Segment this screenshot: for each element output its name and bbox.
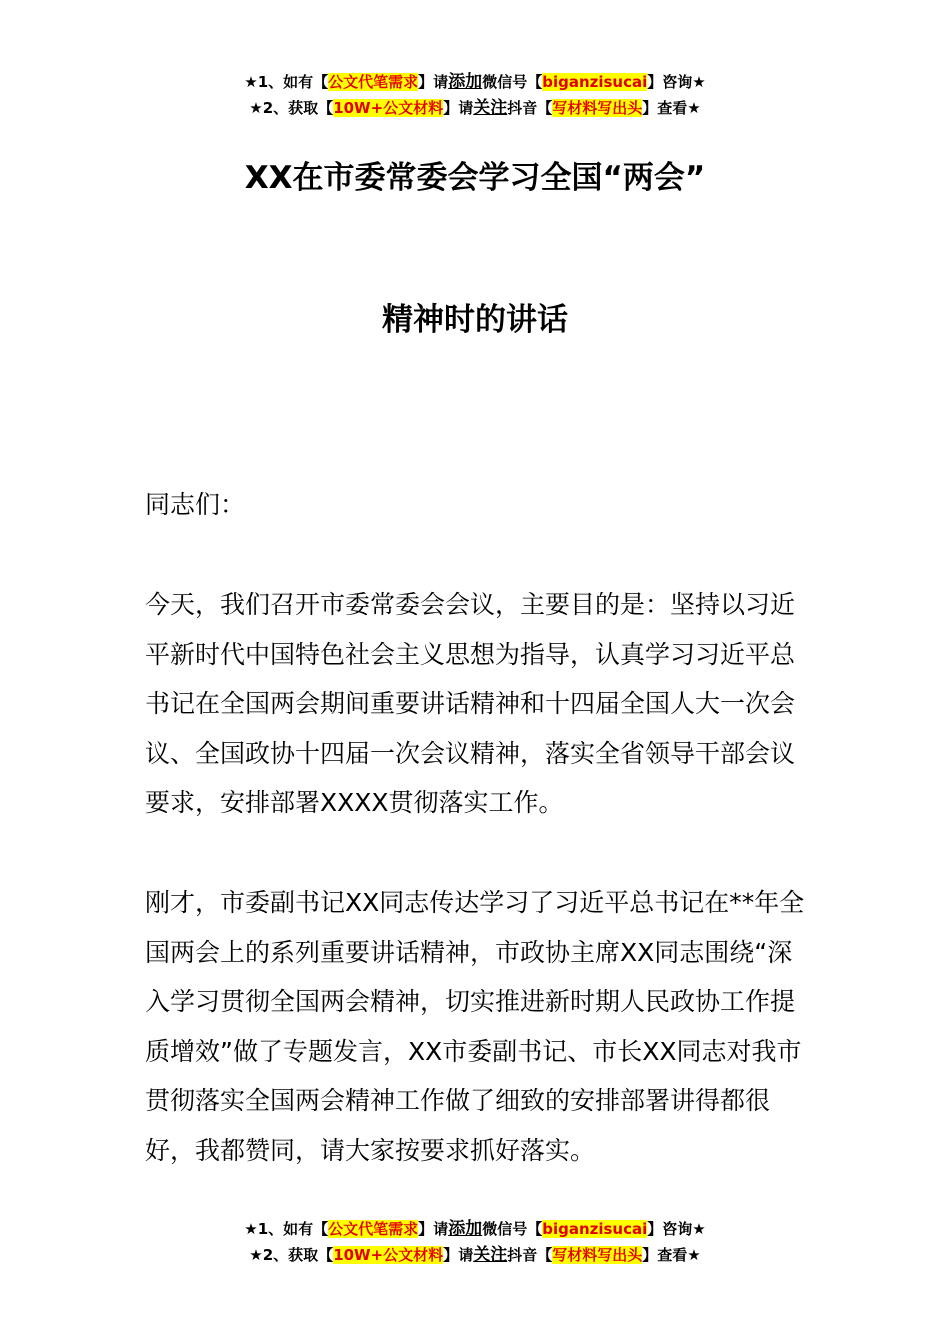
banner-emphasis: 关注 (473, 98, 508, 118)
banner-text: 抖音【 (507, 1246, 553, 1264)
banner-text: 抖音【 (507, 99, 553, 117)
banner-text: ★2、获取【 (249, 99, 334, 117)
banner-line-2 (0, 1242, 950, 1268)
banner-highlight: biganzisucai (542, 1220, 648, 1238)
banner-text: 】查看★ (642, 1246, 701, 1264)
banner-emphasis: 关注 (473, 1245, 508, 1265)
banner-text: 】请 (418, 73, 449, 91)
banner-line-1 (0, 1216, 950, 1242)
footer-banner (0, 1216, 950, 1268)
banner-highlight: 公文代笔需求 (328, 1220, 419, 1238)
banner-text: 微信号【 (482, 73, 543, 91)
banner-line-1 (0, 69, 950, 95)
banner-text: 】查看★ (642, 99, 701, 117)
banner-text: 微信号【 (482, 1220, 543, 1238)
banner-text: ★1、如有【 (244, 1220, 329, 1238)
paragraph-1: 今天，我们召开市委常委会会议，主要目的是：坚持以习近平新时代中国特色社会主义思想为指导，认真学习习近平总书记在全国两会期间重要讲话精神和十四届全国人大一次会议、全国政协十四届一次会议精神，落实全省领导干部会议要求，安排部署XXXX贯彻落实工作。 (145, 590, 796, 817)
banner-text: 】咨询★ (647, 1220, 706, 1238)
banner-highlight: 10W+公文材料 (333, 1246, 444, 1264)
banner-text: 】请 (443, 1246, 474, 1264)
salutation: 同志们： (145, 490, 246, 519)
banner-text: ★2、获取【 (249, 1246, 334, 1264)
banner-highlight: 公文代笔需求 (328, 73, 419, 91)
banner-text: ★1、如有【 (244, 73, 329, 91)
paragraph-2: 刚才，市委副书记XX同志传达学习了习近平总书记在**年全国两会上的系列重要讲话精神，市政协主席XX同志围绕“深入学习贯彻全国两会精神，切实推进新时期人民政协工作提质增效”做了专题发言，XX市委副书记、市长XX同志对我市贯彻落实全国两会精神工作做了细致的安排部署讲得都很好，我都赞同，请大家按要求抓好落实。 (145, 888, 805, 1165)
document-title-line-1: XX在市委常委会学习全国“两会” (244, 160, 706, 196)
banner-text: 】请 (418, 1220, 449, 1238)
banner-line-2 (0, 95, 950, 121)
header-banner (0, 69, 950, 121)
banner-highlight: 写材料写出头 (552, 1246, 643, 1264)
banner-text: 】请 (443, 99, 474, 117)
document-title-line-2: 精神时的讲话 (382, 302, 568, 338)
banner-highlight: 10W+公文材料 (333, 99, 444, 117)
banner-text: 】咨询★ (647, 73, 706, 91)
banner-highlight: biganzisucai (542, 73, 648, 91)
banner-emphasis: 添加 (448, 72, 483, 92)
banner-highlight: 写材料写出头 (552, 99, 643, 117)
banner-emphasis: 添加 (448, 1219, 483, 1239)
